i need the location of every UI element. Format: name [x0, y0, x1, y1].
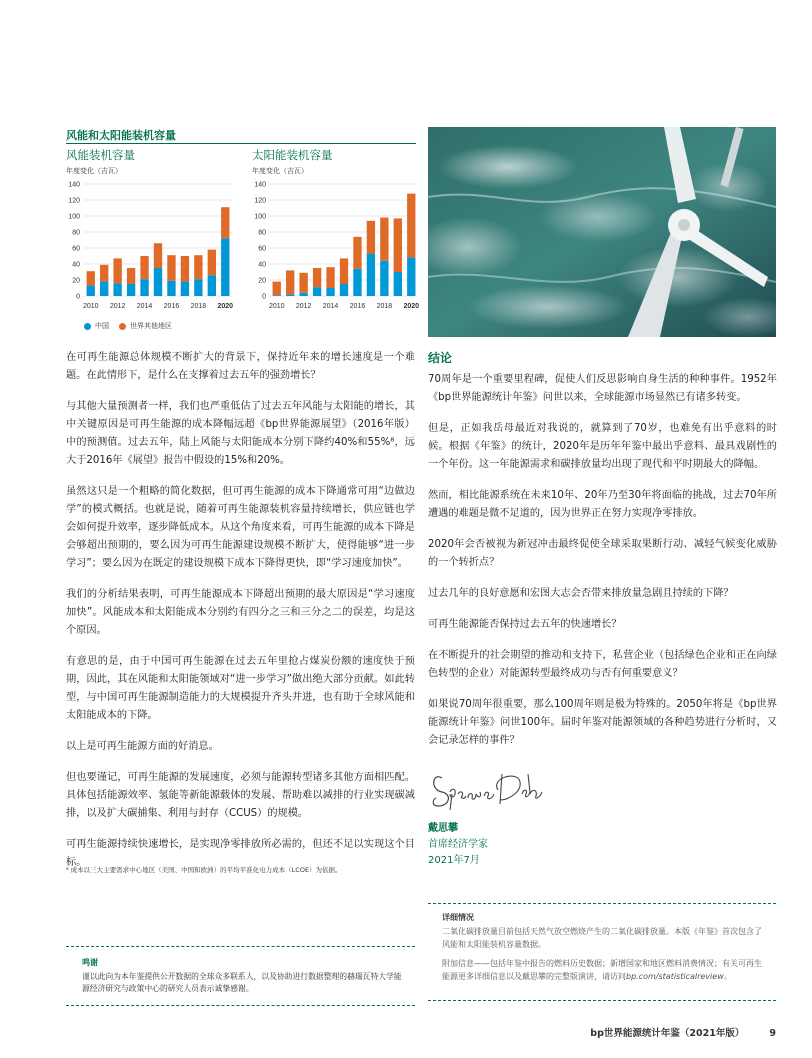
x-tick-label: 2016: [163, 303, 180, 310]
x-tick-label: 2010: [268, 303, 285, 310]
bar-china: [407, 258, 415, 296]
paragraph: 与其他大量预测者一样，我们也严重低估了过去五年风能与太阳能的增长，其中关键原因是可再生能源的成本降幅远超《bp世界能源展望》（2016年版）中的预测值。过去五年，陆上风能与太阳能成本分别下降约40%和55%⁸，远大于2016年《展望》报告中假设的15%和20%。: [66, 401, 415, 466]
chart-section-title: 风能和太阳能装机容量: [66, 129, 176, 142]
legend-label-china: 中国: [95, 322, 109, 330]
bar-rest-of-world: [394, 218, 402, 272]
right-text-column: [428, 349, 777, 763]
legend-dot-china: [84, 323, 91, 330]
wind-chart: [66, 145, 238, 345]
y-tick-label: 20: [72, 277, 80, 285]
bar-rest-of-world: [326, 267, 334, 288]
wind-chart-title: 风能装机容量: [66, 148, 135, 162]
legend-dot-rest-of-world: [119, 323, 126, 330]
paragraph: 如果说70周年很重要，那么100周年则是极为特殊的。2050年将是《bp世界能源统计年鉴》问世100年。届时年鉴对能源领域的各种趋势进行分析时，又会记录怎样的事件？: [428, 699, 777, 746]
bar-rest-of-world: [181, 256, 189, 282]
paragraph: 可再生能源能否保持过去五年的快速增长？: [428, 619, 622, 630]
footer-brand: bp世界能源统计年鉴（2021年版）: [590, 1028, 745, 1039]
bar-china: [87, 286, 95, 296]
y-tick-label: 100: [254, 213, 266, 221]
bar-china: [208, 275, 216, 296]
author-role: 首席经济学家: [428, 839, 488, 850]
acknowledgement-text: 谨以此向为本年鉴提供公开数据的全球众多联系人，以及协助进行数据整理的赫瑞瓦特大学能源经济研究与政策中心的研究人员表示诚挚感谢。: [82, 972, 402, 993]
bar-china: [367, 254, 375, 296]
paragraph: 70周年是一个重要里程碑，促使人们反思影响自身生活的种种事件。1952年《bp世界能源统计年鉴》问世以来，全球能源市场显然已有诸多转变。: [428, 374, 777, 403]
bar-rest-of-world: [273, 282, 281, 296]
bar-china: [181, 282, 189, 296]
bar-china: [326, 288, 334, 296]
bar-rest-of-world: [113, 258, 121, 283]
paragraph: 可再生能源持续快速增长，是实现净零排放所必需的，但还不足以实现这个目标。: [66, 839, 415, 868]
y-tick-label: 40: [258, 261, 266, 269]
x-tick-label: 2020: [217, 303, 234, 310]
bar-rest-of-world: [208, 250, 216, 276]
bar-rest-of-world: [87, 271, 95, 285]
bar-china: [286, 294, 294, 296]
conclusion-heading: 结论: [428, 351, 453, 365]
x-tick-label: 2014: [322, 303, 339, 310]
page-number: 9: [769, 1028, 776, 1039]
bar-rest-of-world: [367, 221, 375, 254]
bar-china: [394, 272, 402, 296]
y-tick-label: 100: [68, 213, 80, 221]
footnote: ⁸ 成本以三大主要需求中心地区（美国、中国和欧洲）的平均平准化电力成本（LCOE）为依据。: [66, 866, 342, 874]
section-rule: [66, 143, 416, 144]
bar-rest-of-world: [140, 256, 148, 279]
bar-rest-of-world: [100, 265, 108, 282]
bar-china: [154, 268, 162, 296]
bar-china: [340, 284, 348, 296]
x-tick-label: 2012: [109, 303, 126, 310]
bar-china: [100, 282, 108, 296]
paragraph: 2020年会否被视为新冠冲击最终促使全球采取果断行动、减轻气候变化威胁的一个转折点？: [428, 539, 777, 568]
x-tick-label: 2020: [403, 303, 420, 310]
paragraph: 然而，相比能源系统在未来10年、20年乃至30年将面临的挑战，过去70年所遭遇的难题是微不足道的，因为世界正在努力实现净零排放。: [428, 490, 777, 519]
details-text-1: 二氧化碳排放量目前包括天然气放空燃烧产生的二氧化碳排放量。本版《年鉴》首次包含了风能和太阳能装机容量数据。: [442, 927, 762, 949]
bar-rest-of-world: [299, 273, 307, 293]
bar-china: [299, 293, 307, 296]
bar-china: [140, 279, 148, 296]
x-tick-label: 2010: [82, 303, 99, 310]
y-tick-label: 0: [76, 293, 80, 301]
bar-rest-of-world: [221, 207, 229, 238]
paragraph: 我们的分析结果表明，可再生能源成本下降超出预期的最大原因是“学习速度加快”。风能成本和太阳能成本分别约有四分之三和三分之二的误差，均是这个原因。: [66, 589, 415, 636]
solar-chart-ylabel: 年度变化（吉瓦）: [252, 167, 308, 175]
paragraph: 在不断提升的社会期望的推动和支持下，私营企业（包括绿色企业和正在向绿色转型的企业）对能源转型最终成功与否有何重要意义？: [428, 650, 777, 679]
y-tick-label: 60: [258, 245, 266, 253]
bar-china: [167, 281, 175, 296]
y-tick-label: 80: [72, 229, 80, 237]
signature: [428, 760, 550, 820]
y-tick-label: 120: [254, 197, 266, 205]
y-tick-label: 40: [72, 261, 80, 269]
y-tick-label: 120: [68, 197, 80, 205]
left-text-column: [66, 349, 415, 885]
details-text-2: [442, 957, 766, 983]
chart-legend: [84, 321, 172, 331]
wind-chart-plot: [66, 176, 238, 326]
bar-china: [380, 261, 388, 296]
bar-china: [273, 295, 281, 296]
x-tick-label: 2016: [349, 303, 366, 310]
wind-turbine-photo: [428, 127, 776, 337]
x-tick-label: 2014: [136, 303, 153, 310]
y-tick-label: 60: [72, 245, 80, 253]
paragraph: 但是，正如我岳母最近对我说的，就算到了70岁，也难免有出乎意料的时候。根据《年鉴》的统计，2020年是历年年鉴中最出乎意料、最具戏剧性的一个年份。这一年能源需求和碳排放量均出现了现代和平时期最大的降幅。: [428, 423, 777, 470]
solar-chart-title: 太阳能装机容量: [252, 148, 333, 162]
paragraph: 以上是可再生能源方面的好消息。: [66, 741, 219, 752]
paragraph: 有意思的是，由于中国可再生能源在过去五年里抢占煤炭份额的速度快于预期，因此，其在风能和太阳能领域对“进一步学习”做出绝大部分贡献。如此转型，与中国可再生能源制造能力的大规模提升齐头并进，也有助于全球风能和太阳能成本的下降。: [66, 656, 415, 721]
bar-rest-of-world: [194, 255, 202, 279]
paragraph: 过去几年的良好意愿和宏图大志会否带来排放量急剧且持续的下降？: [428, 588, 734, 599]
solar-chart: [252, 145, 424, 345]
y-tick-label: 20: [258, 277, 266, 285]
x-tick-label: 2012: [295, 303, 312, 310]
author-date: 2021年7月: [428, 855, 480, 866]
author-block: [428, 821, 488, 869]
bar-china: [313, 287, 321, 296]
y-tick-label: 140: [68, 181, 80, 189]
paragraph: 在可再生能源总体规模不断扩大的背景下，保持近年来的增长速度是一个难题。在此情形下，是什么在支撑着过去五年的强劲增长？: [66, 352, 415, 381]
page-footer: [560, 1025, 776, 1039]
author-name: 戴思攀: [428, 823, 458, 834]
bar-china: [353, 269, 361, 296]
wind-chart-ylabel: 年度变化（吉瓦）: [66, 167, 122, 175]
details-box: [428, 903, 776, 1001]
solar-chart-plot: [252, 176, 424, 326]
x-tick-label: 2018: [190, 303, 207, 310]
details-title: 详细情况: [442, 913, 474, 922]
bar-rest-of-world: [407, 194, 415, 258]
x-tick-label: 2018: [376, 303, 393, 310]
bar-rest-of-world: [154, 243, 162, 268]
y-tick-label: 0: [262, 293, 266, 301]
bar-rest-of-world: [167, 255, 175, 281]
bar-rest-of-world: [127, 268, 135, 284]
bar-china: [113, 283, 121, 296]
y-tick-label: 140: [254, 181, 266, 189]
paragraph: 但也要谨记，可再生能源的发展速度，必须与能源转型诸多其他方面相匹配。具体包括能源效率、氢能等新能源载体的发展、帮助难以减排的行业实现碳减排，以及扩大碳捕集、利用与封存（CCUS）的规模。: [66, 772, 415, 819]
acknowledgement-title: 鸣谢: [82, 958, 98, 967]
bar-rest-of-world: [353, 237, 361, 269]
acknowledgement-box: [66, 946, 415, 1006]
bar-china: [194, 279, 202, 296]
bar-rest-of-world: [286, 270, 294, 294]
bar-rest-of-world: [380, 218, 388, 261]
bar-rest-of-world: [340, 258, 348, 284]
details-text-2-body: 附加信息——包括年鉴中报告的燃料历史数据；新增国家和地区燃料消费情况；有关可再生能源更多详细信息以及戴思攀的完整版演讲，请访问: [442, 959, 762, 981]
legend-label-rest-of-world: 世界其他地区: [130, 322, 172, 330]
bar-china: [127, 284, 135, 296]
bar-china: [221, 238, 229, 296]
y-tick-label: 80: [258, 229, 266, 237]
paragraph: 虽然这只是一个粗略的简化数据，但可再生能源的成本下降通常可用“边做边学”的模式概括。也就是说，随着可再生能源装机容量持续增长，供应链也学会如何提升效率，逐步降低成本。从这个角度来看，可再生能源的成本下降是会够超出预期的，要么因为可再生能源建设规模不断扩大，使得能够“进一步学习”；要么因为在既定的建设规模下成本下降得更快，即“学习速度加快”。: [66, 486, 415, 569]
details-link[interactable]: bp.com/statisticalreview。: [626, 972, 732, 981]
bar-rest-of-world: [313, 268, 321, 287]
